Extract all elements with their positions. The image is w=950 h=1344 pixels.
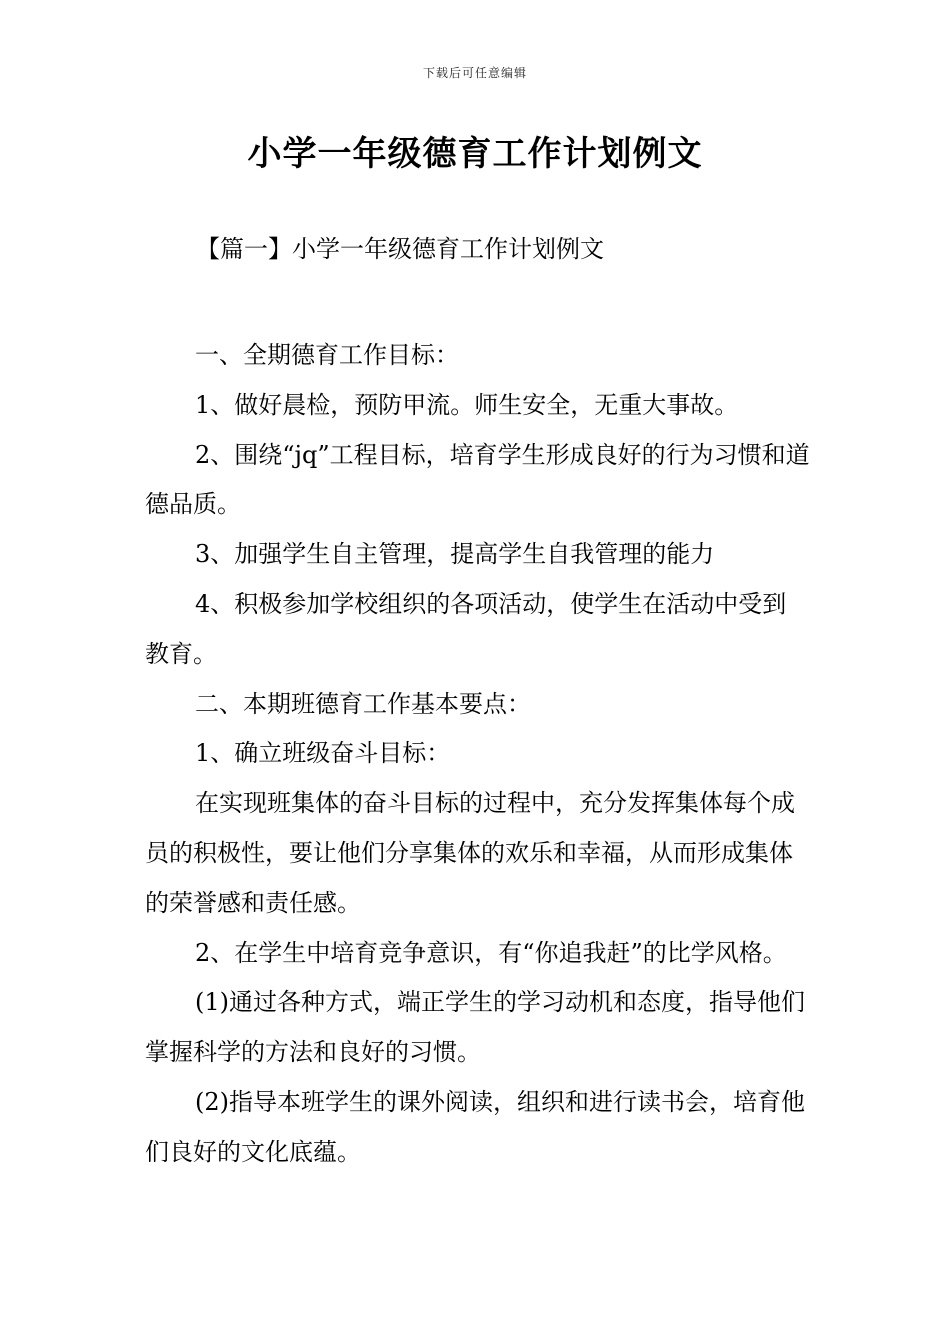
paragraph: 二、本期班德育工作基本要点： — [195, 689, 531, 718]
header-note: 下载后可任意编辑 — [422, 66, 527, 80]
paragraph: (1)通过各种方式，端正学生的学习动机和态度，指导他们掌握科学的方法和良好的习惯。 — [145, 988, 805, 1067]
paragraph: 在实现班集体的奋斗目标的过程中，充分发挥集体每个成员的积极性，要让他们分享集体的欢乐和幸福，从而形成集体的荣誉感和责任感。 — [145, 789, 795, 917]
document-body — [145, 331, 810, 1178]
paragraph: (2)指导本班学生的课外阅读，组织和进行读书会，培育他们良好的文化底蕴。 — [145, 1087, 805, 1166]
paragraph: 2、围绕“jq”工程目标，培育学生形成良好的行为习惯和道德品质。 — [145, 440, 810, 519]
paragraph: 4、积极参加学校组织的各项活动，使学生在活动中受到教育。 — [145, 589, 787, 668]
paragraph: 2、在学生中培育竞争意识，有“你追我赶”的比学风格。 — [195, 938, 787, 967]
document-title: 小学一年级德育工作计划例文 — [247, 134, 703, 174]
paragraph: 1、做好晨检，预防甲流。师生安全，无重大事故。 — [195, 390, 739, 419]
paragraph: 1、确立班级奋斗目标： — [195, 739, 451, 768]
paragraph: 3、加强学生自主管理，提高学生自我管理的能力 — [195, 540, 715, 569]
paragraph: 一、全期德育工作目标： — [195, 341, 459, 369]
section-heading: 【篇一】小学一年级德育工作计划例文 — [196, 235, 604, 263]
